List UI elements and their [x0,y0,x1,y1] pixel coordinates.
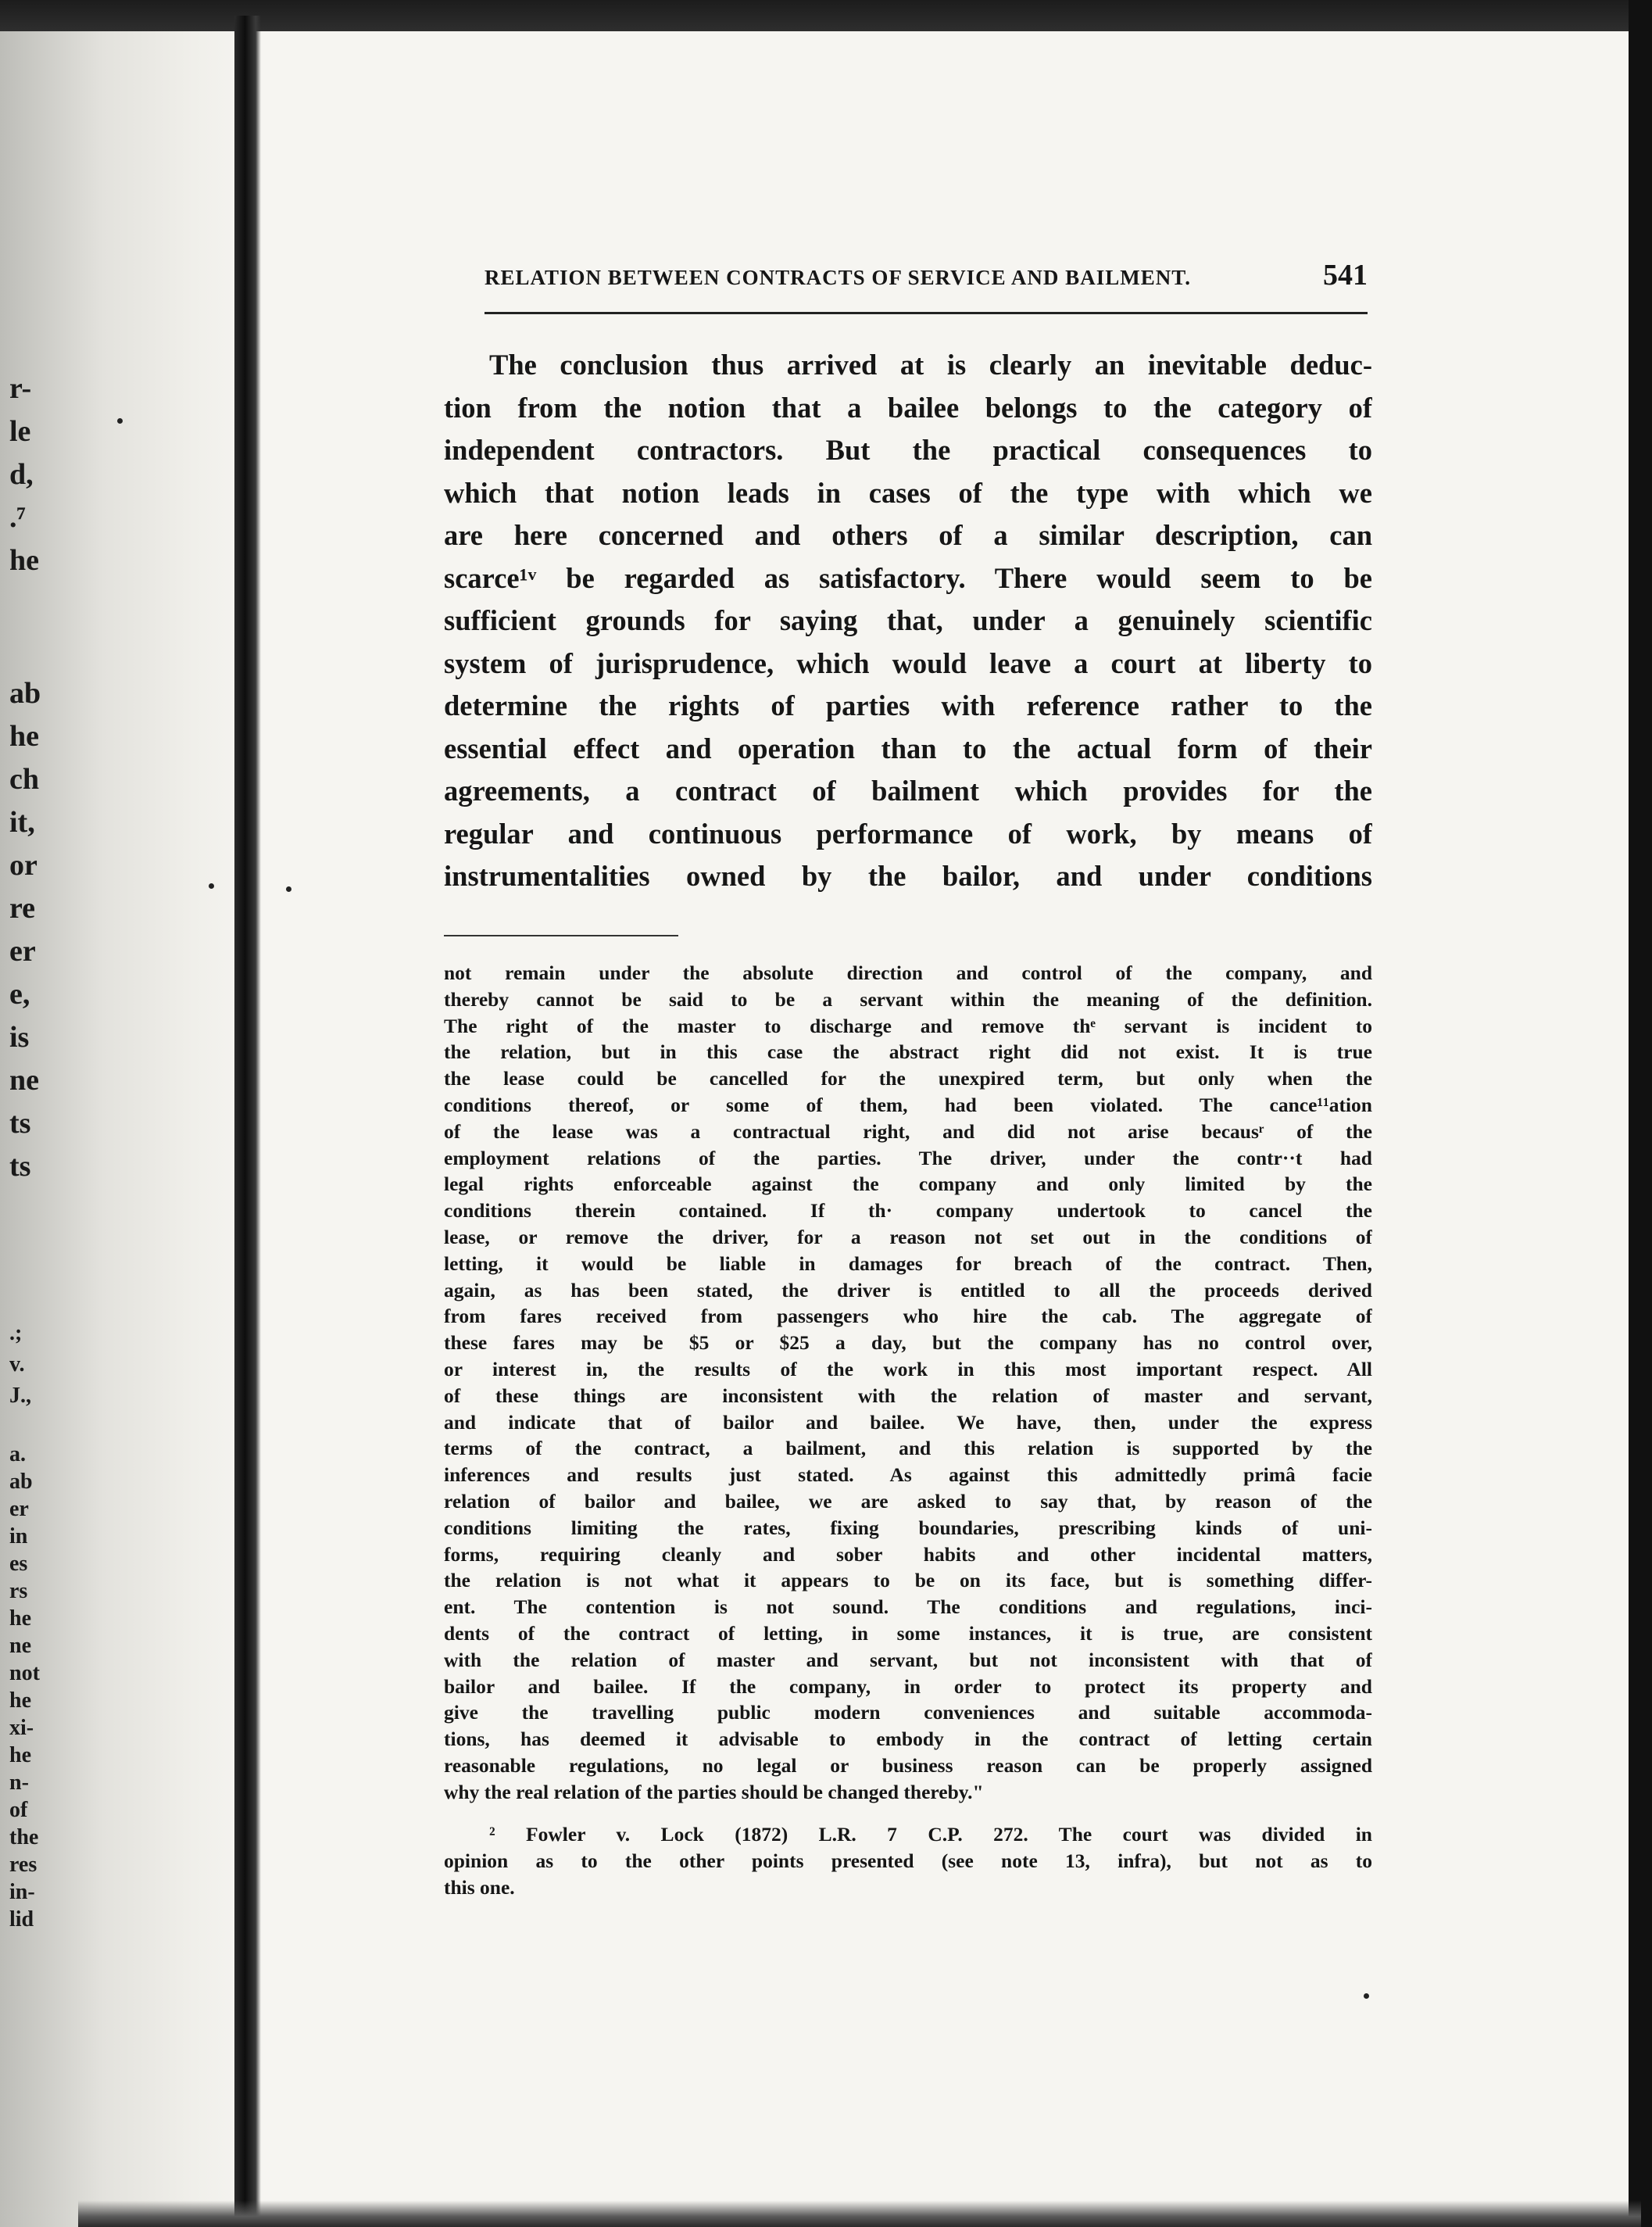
facing-page-fragment: .; [9,1321,23,1345]
running-head: RELATION BETWEEN CONTRACTS OF SERVICE AND BAILMENT. [485,266,1191,289]
facing-page-fragment: it, [9,806,35,839]
text-line: thereby cannot be said to be a servant within the meaning of the definition. [444,987,1372,1011]
text-line: of these things are inconsistent with the relation of master and servant, [444,1384,1372,1407]
facing-page-fragment: of [9,1798,28,1822]
text-line: instrumentalities owned by the bailor, and under conditions [444,860,1372,892]
facing-page-fragment: not [9,1661,40,1685]
text-line: tions, has deemed it advisable to embody in the contract of letting certain [444,1728,1372,1751]
facing-page-fragment: n- [9,1771,29,1795]
facing-page-fragment: in- [9,1880,35,1904]
text-line: agreements, a contract of bailment which provides for the [444,775,1372,807]
text-line: opinion as to the other points presented (see note 13, infra), but not as to [444,1849,1372,1872]
text-line: conditions therein contained. If th· company undertook to cancel the [444,1199,1372,1223]
text-line: ² Fowler v. Lock (1872) L.R. 7 C.P. 272. The court was divided in [489,1823,1372,1846]
text-line: terms of the contract, a bailment, and this relation is supported by the [444,1437,1372,1460]
text-line: determine the rights of parties with reference rather to the [444,689,1372,721]
text-line: or interest in, the results of the work in this most important respect. All [444,1357,1372,1380]
facing-page-fragment: .⁷ [9,501,26,534]
text-line: regular and continuous performance of work, by means of [444,817,1372,850]
facing-page-fragment: the [9,1825,39,1849]
text-line: legal rights enforceable against the company and only limited by the [444,1173,1372,1196]
facing-page-fragment: a. [9,1442,26,1466]
book-gutter [234,16,261,2227]
facing-page-fragment: lid [9,1907,34,1932]
text-line: The right of the master to discharge and remove thᵉ servant is incident to [444,1014,1372,1037]
text-line: not remain under the absolute direction and control of the company, and [444,961,1372,984]
footnote-continued [444,960,1372,1806]
text-line: independent contractors. But the practical consequences to [444,434,1372,466]
text-line: system of jurisprudence, which would leave a court at liberty to [444,646,1372,679]
text-line: with the relation of master and servant, but not inconsistent with that of [444,1648,1372,1671]
text-line: the relation, but in this case the abstract right did not exist. It is true [444,1040,1372,1064]
text-line: essential effect and operation than to the actual form of their [444,732,1372,764]
text-line: conditions thereof, or some of them, had been violated. The cance¹¹ation [444,1093,1372,1116]
facing-page-fragment: is [9,1021,30,1054]
facing-page-fragment: ch [9,763,39,796]
facing-page-fragment: ts [9,1107,31,1140]
facing-page-fragment: v. [9,1352,25,1377]
text-line: of the lease was a contractual right, and did not arise becausʳ of the [444,1119,1372,1143]
text-line: which that notion leads in cases of the type with which we [444,476,1372,509]
text-line: dents of the contract of letting, in some instances, it is true, are consistent [444,1621,1372,1645]
text-line: lease, or remove the driver, for a reason not set out in the conditions of [444,1225,1372,1248]
facing-page-fragment: es [9,1552,28,1576]
facing-page-fragment: ab [9,1470,33,1494]
main-paragraph [444,344,1372,898]
text-line: why the real relation of the parties should be changed thereby." [444,1780,984,1803]
scan-left-shadow [0,0,258,2227]
page-header [485,258,1368,297]
text-line: are here concerned and others of a similar description, can [444,519,1372,551]
facing-page-fragment: d, [9,458,34,491]
text-line: the lease could be cancelled for the unexpired term, but only when the [444,1067,1372,1090]
facing-page-fragment: he [9,1743,31,1767]
text-line: these fares may be $5 or $25 a day, but the company has no control over, [444,1331,1372,1355]
facing-page-fragment: er [9,1497,29,1521]
facing-page-fragment: re [9,892,36,925]
scan-speck [117,418,123,424]
footnote-2 [444,1821,1372,1900]
facing-page-fragment: he [9,1688,31,1713]
text-line: reasonable regulations, no legal or business reason can be properly assigned [444,1753,1372,1777]
text-line: letting, it would be liable in damages for breach of the contract. Then, [444,1251,1372,1275]
facing-page-fragment: res [9,1853,38,1877]
text-line: sufficient grounds for saying that, under a genuinely scientific [444,604,1372,636]
scan-right-edge [1629,0,1652,2227]
facing-page-fragment: r- [9,372,32,405]
facing-page-fragment: ne [9,1634,31,1658]
facing-page-fragment: he [9,1606,31,1631]
facing-page-fragment: he [9,720,39,753]
facing-page-fragment: ts [9,1150,31,1183]
facing-page-fragment: ab [9,677,41,710]
facing-page-fragment: le [9,415,31,448]
facing-page-fragment: or [9,849,38,882]
text-line: give the travelling public modern conveniences and suitable accommoda- [444,1701,1372,1724]
text-line: relation of bailor and bailee, we are asked to say that, by reason of the [444,1489,1372,1513]
text-line: employment relations of the parties. The driver, under the contr··t had [444,1146,1372,1169]
text-line: scarce¹ᵛ be regarded as satisfactory. There would seem to be [444,561,1372,594]
text-line: The conclusion thus arrived at is clearly an inevitable deduc- [489,349,1372,381]
facing-page-fragment: he [9,544,39,577]
text-line: ent. The contention is not sound. The conditions and regulations, inci- [444,1595,1372,1619]
facing-page-fragment: J., [9,1384,31,1408]
text-line: inferences and results just stated. As against this admittedly primâ facie [444,1463,1372,1487]
scan-speck [286,886,291,892]
scan-speck [209,883,214,889]
text-line: tion from the notion that a bailee belongs to the category of [444,391,1372,424]
footnote-divider [444,935,678,936]
facing-page-fragment: xi- [9,1716,34,1740]
scan-bottom-edge [78,2200,1641,2227]
facing-page-fragment: er [9,935,36,968]
facing-page-fragment: e, [9,978,30,1011]
page-number: 541 [1323,259,1368,292]
text-line: the relation is not what it appears to be on its face, but is something differ- [444,1569,1372,1592]
text-line: bailor and bailee. If the company, in order to protect its property and [444,1674,1372,1698]
facing-page-fragment: rs [9,1579,28,1603]
facing-page-fragment: ne [9,1064,39,1097]
facing-page-fragment: in [9,1524,28,1549]
text-line: from fares received from passengers who hire the cab. The aggregate of [444,1305,1372,1328]
header-rule [485,312,1368,314]
text-line: this one. [444,1875,515,1899]
text-line: forms, requiring cleanly and sober habits and other incidental matters, [444,1542,1372,1566]
text-line: again, as has been stated, the driver is entitled to all the proceeds derived [444,1278,1372,1301]
text-line: conditions limiting the rates, fixing boundaries, prescribing kinds of uni- [444,1516,1372,1539]
text-line: and indicate that of bailor and bailee. We have, then, under the express [444,1410,1372,1434]
scan-speck [1364,1993,1369,1999]
